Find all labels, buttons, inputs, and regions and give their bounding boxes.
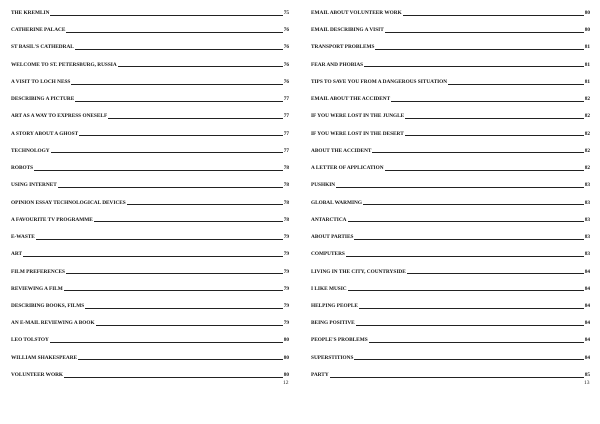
toc-entry-page: 75 <box>283 10 289 16</box>
toc-leader-line <box>372 152 583 153</box>
toc-entry <box>11 233 289 241</box>
toc-entry-page: 83 <box>584 251 590 258</box>
toc-entry <box>311 164 590 172</box>
toc-entry-title: CATHERINE PALACE <box>11 27 66 34</box>
toc-leader-line <box>58 187 283 188</box>
toc-leader-line <box>385 32 584 33</box>
toc-entry-page: 79 <box>283 268 289 275</box>
toc-leader-line <box>356 325 584 326</box>
toc-entry <box>11 285 289 293</box>
toc-entry-title: A LETTER OF APPLICATION <box>311 165 384 172</box>
toc-entry-title: A FAVOURITE TV PROGRAMME <box>11 216 93 223</box>
toc-entry-title: E-WASTE <box>11 234 35 241</box>
toc-entry-page: 80 <box>283 371 289 378</box>
toc-entry-title: PEOPLE'S PROBLEMS <box>311 337 368 344</box>
toc-entry-title: THE KREMLIN <box>11 10 50 16</box>
toc-leader-line <box>66 32 282 33</box>
toc-leader-line <box>23 256 283 257</box>
toc-entry-page: 81 <box>584 61 590 68</box>
toc-entry-page: 84 <box>584 302 590 309</box>
toc-leader-line <box>79 135 283 136</box>
toc-entry <box>11 26 289 34</box>
toc-entry-title: ABOUT THE ACCIDENT <box>311 147 372 154</box>
toc-entry-page: 77 <box>283 147 289 154</box>
toc-entry <box>11 302 289 310</box>
toc-entry-title: PARTY <box>311 371 329 378</box>
toc-entry <box>311 26 590 34</box>
toc-entry <box>311 112 590 120</box>
toc-entry-page: 84 <box>584 268 590 275</box>
toc-leader-line <box>75 101 282 102</box>
toc-entry-title: COMPUTERS <box>311 251 345 258</box>
toc-entry-page: 83 <box>584 234 590 241</box>
toc-entry-title: IF YOU WERE LOST IN THE DESERT <box>311 130 404 137</box>
toc-entry <box>11 216 289 224</box>
toc-entry-page: 80 <box>584 10 590 16</box>
toc-entry-title: EMAIL DESCRIBING A VISIT <box>311 27 384 34</box>
toc-entry <box>11 336 289 344</box>
toc-entry <box>311 43 590 51</box>
toc-entry-title: I LIKE MUSIC <box>311 285 347 292</box>
toc-entry-page: 82 <box>584 113 590 120</box>
toc-leader-line <box>96 325 283 326</box>
toc-leader-line <box>359 308 584 309</box>
toc-entry-title: SUPERSTITIONS <box>311 354 354 361</box>
toc-entry-title: IF YOU WERE LOST IN THE JUNGLE <box>311 113 405 120</box>
toc-entry-title: LEO TOLSTOY <box>11 337 49 344</box>
toc-entry <box>311 233 590 241</box>
toc-entry <box>11 43 289 51</box>
toc-entry-page: 78 <box>283 216 289 223</box>
toc-leader-line <box>354 239 583 240</box>
toc-entry-title: ART <box>11 251 22 258</box>
toc-entry-title: ROBOTS <box>11 165 34 172</box>
toc-entry <box>11 371 289 379</box>
toc-entry <box>311 78 590 86</box>
right-page <box>300 0 600 424</box>
toc-entry <box>11 78 289 86</box>
toc-entry <box>311 95 590 103</box>
toc-entry-title: TECHNOLOGY <box>11 147 50 154</box>
toc-entry-page: 85 <box>584 371 590 378</box>
toc-entry <box>311 319 590 327</box>
toc-entry-page: 78 <box>283 165 289 172</box>
toc-entry <box>311 371 590 379</box>
toc-entry <box>311 250 590 258</box>
toc-entry-title: VOLUNTEER WORK <box>11 371 64 378</box>
toc-entry-title: A STORY ABOUT A GHOST <box>11 130 79 137</box>
toc-entry <box>11 319 289 327</box>
toc-entry-title: EMAIL ABOUT VOLUNTEER WORK <box>311 10 402 16</box>
toc-entry <box>11 250 289 258</box>
toc-entry-title: WILLIAM SHAKESPEARE <box>11 354 78 361</box>
toc-entry-page: 84 <box>584 285 590 292</box>
toc-leader-line <box>405 118 583 119</box>
toc-entry <box>311 61 590 69</box>
toc-entry <box>11 268 289 276</box>
toc-leader-line <box>127 204 283 205</box>
toc-entry <box>311 285 590 293</box>
toc-entry <box>11 147 289 155</box>
toc-entry <box>11 164 289 172</box>
toc-entry-title: AN E-MAIL REVIEWING A BOOK <box>11 320 95 327</box>
toc-entry-page: 78 <box>283 182 289 189</box>
toc-leader-line <box>348 290 584 291</box>
toc-entry <box>11 61 289 69</box>
toc-entry-title: FILM PREFERENCES <box>11 268 66 275</box>
toc-entry-page: 81 <box>584 44 590 51</box>
toc-leader-line <box>75 49 283 50</box>
toc-entry-page: 76 <box>283 61 289 68</box>
toc-entry-page: 76 <box>283 78 289 85</box>
toc-entry-page: 83 <box>584 216 590 223</box>
toc-leader-line <box>50 15 282 16</box>
table-of-contents-left <box>11 9 289 379</box>
toc-entry-page: 81 <box>584 78 590 85</box>
toc-leader-line <box>403 15 584 16</box>
toc-leader-line <box>85 308 283 309</box>
toc-entry <box>311 147 590 155</box>
toc-leader-line <box>71 84 282 85</box>
toc-leader-line <box>364 66 584 67</box>
toc-entry-page: 82 <box>584 96 590 103</box>
toc-entry-page: 82 <box>584 147 590 154</box>
toc-entry-page: 80 <box>283 337 289 344</box>
toc-entry-title: BEING POSITIVE <box>311 320 355 327</box>
toc-leader-line <box>363 204 584 205</box>
toc-entry-title: OPINION ESSAY TECHNOLOGICAL DEVICES <box>11 199 126 206</box>
toc-entry-title: ART AS A WAY TO EXPRESS ONESELF <box>11 113 108 120</box>
toc-entry <box>311 181 590 189</box>
toc-leader-line <box>51 152 283 153</box>
toc-leader-line <box>36 239 283 240</box>
toc-entry <box>11 112 289 120</box>
toc-entry-page: 84 <box>584 337 590 344</box>
toc-leader-line <box>94 221 283 222</box>
toc-entry-title: WELCOME TO ST. PETERSBURG, RUSSIA <box>11 61 117 68</box>
toc-entry-title: DESCRIBING BOOKS, FILMS <box>11 302 85 309</box>
toc-leader-line <box>50 342 283 343</box>
toc-entry-title: ABOUT PARTIES <box>311 234 354 241</box>
toc-entry-page: 82 <box>584 130 590 137</box>
toc-entry <box>311 199 590 207</box>
toc-entry <box>11 130 289 138</box>
toc-entry <box>11 354 289 362</box>
toc-leader-line <box>391 101 584 102</box>
toc-leader-line <box>369 342 584 343</box>
toc-entry <box>11 181 289 189</box>
toc-entry <box>311 336 590 344</box>
toc-entry-title: TIPS TO SAVE YOU FROM A DANGEROUS SITUATION <box>311 78 448 85</box>
toc-entry-page: 77 <box>283 113 289 120</box>
toc-leader-line <box>346 256 584 257</box>
toc-entry-page: 77 <box>283 96 289 103</box>
toc-leader-line <box>64 377 283 378</box>
page-number-right: 13 <box>584 380 590 386</box>
toc-entry-page: 79 <box>283 285 289 292</box>
toc-entry-page: 79 <box>283 251 289 258</box>
toc-entry-page: 77 <box>283 130 289 137</box>
toc-entry <box>311 302 590 310</box>
toc-leader-line <box>336 187 584 188</box>
toc-entry-title: TRANSPORT PROBLEMS <box>311 44 375 51</box>
toc-entry-title: REVIEWING A FILM <box>11 285 63 292</box>
toc-entry-page: 76 <box>283 27 289 34</box>
toc-entry-title: EMAIL ABOUT THE ACCIDENT <box>311 96 391 103</box>
toc-entry <box>311 268 590 276</box>
toc-leader-line <box>66 273 283 274</box>
toc-leader-line <box>348 221 584 222</box>
toc-leader-line <box>108 118 283 119</box>
toc-entry-page: 76 <box>283 44 289 51</box>
toc-entry-page: 78 <box>283 199 289 206</box>
toc-entry-title: LIVING IN THE CITY, COUNTRYSIDE <box>311 268 406 275</box>
toc-entry-title: ANTARCTICA <box>311 216 347 223</box>
toc-leader-line <box>78 359 283 360</box>
toc-leader-line <box>385 170 584 171</box>
toc-leader-line <box>354 359 583 360</box>
toc-entry-page: 79 <box>283 320 289 327</box>
toc-leader-line <box>448 84 584 85</box>
toc-entry <box>11 199 289 207</box>
toc-leader-line <box>330 377 584 378</box>
toc-entry-title: A VISIT TO LOCH NESS <box>11 78 71 85</box>
toc-leader-line <box>64 290 283 291</box>
toc-entry-page: 84 <box>584 354 590 361</box>
toc-entry-title: ST BASIL'S CATHEDRAL <box>11 44 74 51</box>
toc-leader-line <box>407 273 584 274</box>
toc-entry-title: USING INTERNET <box>11 182 57 189</box>
toc-entry <box>311 9 590 17</box>
toc-entry-page: 83 <box>584 182 590 189</box>
page-number-left: 12 <box>283 380 289 386</box>
toc-entry-title: FEAR AND PHOBIAS <box>311 61 364 68</box>
toc-entry-title: DESCRIBING A PICTURE <box>11 96 75 103</box>
toc-entry <box>11 9 289 17</box>
toc-entry-page: 80 <box>584 27 590 34</box>
toc-entry-page: 82 <box>584 165 590 172</box>
toc-entry-page: 83 <box>584 199 590 206</box>
toc-leader-line <box>118 66 283 67</box>
table-of-contents-right <box>311 9 590 379</box>
toc-entry <box>311 216 590 224</box>
toc-entry-page: 79 <box>283 234 289 241</box>
toc-leader-line <box>34 170 283 171</box>
toc-entry-title: PUSHKIN <box>311 182 336 189</box>
toc-entry <box>311 130 590 138</box>
toc-entry <box>11 95 289 103</box>
toc-leader-line <box>405 135 584 136</box>
toc-entry-page: 84 <box>584 320 590 327</box>
toc-entry-title: GLOBAL WARMING <box>311 199 362 206</box>
toc-entry-title: HELPING PEOPLE <box>311 302 358 309</box>
toc-entry-page: 80 <box>283 354 289 361</box>
toc-leader-line <box>375 49 583 50</box>
toc-entry <box>311 354 590 362</box>
toc-entry-page: 79 <box>283 302 289 309</box>
